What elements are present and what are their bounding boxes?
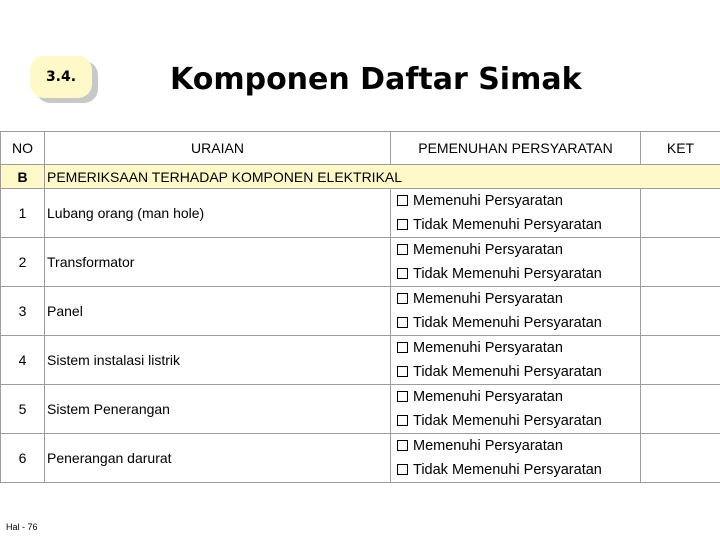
- table-row: [1, 287, 720, 336]
- option-met-label: Memenuhi Persyaratan: [413, 389, 563, 405]
- checkbox-icon[interactable]: [397, 440, 408, 451]
- row-pemenuhan: [391, 434, 641, 483]
- row-pemenuhan: [391, 385, 641, 434]
- option-met-label: Memenuhi Persyaratan: [413, 242, 563, 258]
- row-uraian: Transformator: [45, 238, 391, 287]
- row-no: 2: [1, 238, 45, 287]
- option-not-met[interactable]: [391, 262, 640, 286]
- header-ket: KET: [641, 132, 720, 165]
- row-uraian: Sistem instalasi listrik: [45, 336, 391, 385]
- row-ket: [641, 385, 720, 434]
- row-uraian: Lubang orang (man hole): [45, 189, 391, 238]
- header-uraian: URAIAN: [45, 132, 391, 165]
- option-not-met-label: Tidak Memenuhi Persyaratan: [413, 217, 602, 233]
- page-title: Komponen Daftar Simak: [170, 62, 582, 97]
- row-pemenuhan: [391, 238, 641, 287]
- header-pemenuhan: PEMENUHAN PERSYARATAN: [391, 132, 641, 165]
- checkbox-icon[interactable]: [397, 366, 408, 377]
- checkbox-icon[interactable]: [397, 391, 408, 402]
- option-not-met-label: Tidak Memenuhi Persyaratan: [413, 413, 602, 429]
- checkbox-icon[interactable]: [397, 342, 408, 353]
- checkbox-icon[interactable]: [397, 293, 408, 304]
- row-no: 4: [1, 336, 45, 385]
- option-met[interactable]: [391, 336, 640, 360]
- checkbox-icon[interactable]: [397, 464, 408, 475]
- row-no: 3: [1, 287, 45, 336]
- checkbox-icon[interactable]: [397, 219, 408, 230]
- option-met-label: Memenuhi Persyaratan: [413, 291, 563, 307]
- checkbox-icon[interactable]: [397, 415, 408, 426]
- option-met[interactable]: [391, 385, 640, 409]
- page-number: Hal - 76: [6, 522, 38, 532]
- checkbox-icon[interactable]: [397, 195, 408, 206]
- table-row: [1, 189, 720, 238]
- row-pemenuhan: [391, 189, 641, 238]
- row-ket: [641, 189, 720, 238]
- table-header-row: [1, 132, 720, 165]
- table-row: [1, 434, 720, 483]
- row-uraian: Sistem Penerangan: [45, 385, 391, 434]
- checkbox-icon[interactable]: [397, 244, 408, 255]
- option-not-met[interactable]: [391, 213, 640, 237]
- checklist-rows: [1, 189, 720, 483]
- option-not-met[interactable]: [391, 311, 640, 335]
- option-not-met-label: Tidak Memenuhi Persyaratan: [413, 266, 602, 282]
- section-row: [1, 165, 720, 189]
- option-met-label: Memenuhi Persyaratan: [413, 193, 563, 209]
- option-not-met[interactable]: [391, 458, 640, 482]
- row-uraian: Panel: [45, 287, 391, 336]
- option-not-met-label: Tidak Memenuhi Persyaratan: [413, 462, 602, 478]
- header-no: NO: [1, 132, 45, 165]
- option-met[interactable]: [391, 189, 640, 213]
- checkbox-icon[interactable]: [397, 317, 408, 328]
- row-pemenuhan: [391, 287, 641, 336]
- row-ket: [641, 336, 720, 385]
- option-not-met[interactable]: [391, 360, 640, 384]
- row-ket: [641, 434, 720, 483]
- row-pemenuhan: [391, 336, 641, 385]
- option-met[interactable]: [391, 434, 640, 458]
- row-no: 1: [1, 189, 45, 238]
- row-no: 6: [1, 434, 45, 483]
- section-badge-label: 3.4.: [45, 69, 77, 85]
- table-row: [1, 238, 720, 287]
- row-no: 5: [1, 385, 45, 434]
- option-not-met[interactable]: [391, 409, 640, 433]
- option-not-met-label: Tidak Memenuhi Persyaratan: [413, 315, 602, 331]
- table-row: [1, 385, 720, 434]
- row-ket: [641, 238, 720, 287]
- checkbox-icon[interactable]: [397, 268, 408, 279]
- option-met-label: Memenuhi Persyaratan: [413, 340, 563, 356]
- option-met[interactable]: [391, 238, 640, 262]
- section-label: PEMERIKSAAN TERHADAP KOMPONEN ELEKTRIKAL: [45, 165, 720, 189]
- checklist-table: [0, 131, 720, 483]
- option-not-met-label: Tidak Memenuhi Persyaratan: [413, 364, 602, 380]
- option-met[interactable]: [391, 287, 640, 311]
- section-code: B: [1, 165, 45, 189]
- option-met-label: Memenuhi Persyaratan: [413, 438, 563, 454]
- row-ket: [641, 287, 720, 336]
- table-row: [1, 336, 720, 385]
- row-uraian: Penerangan darurat: [45, 434, 391, 483]
- section-badge: [30, 56, 92, 98]
